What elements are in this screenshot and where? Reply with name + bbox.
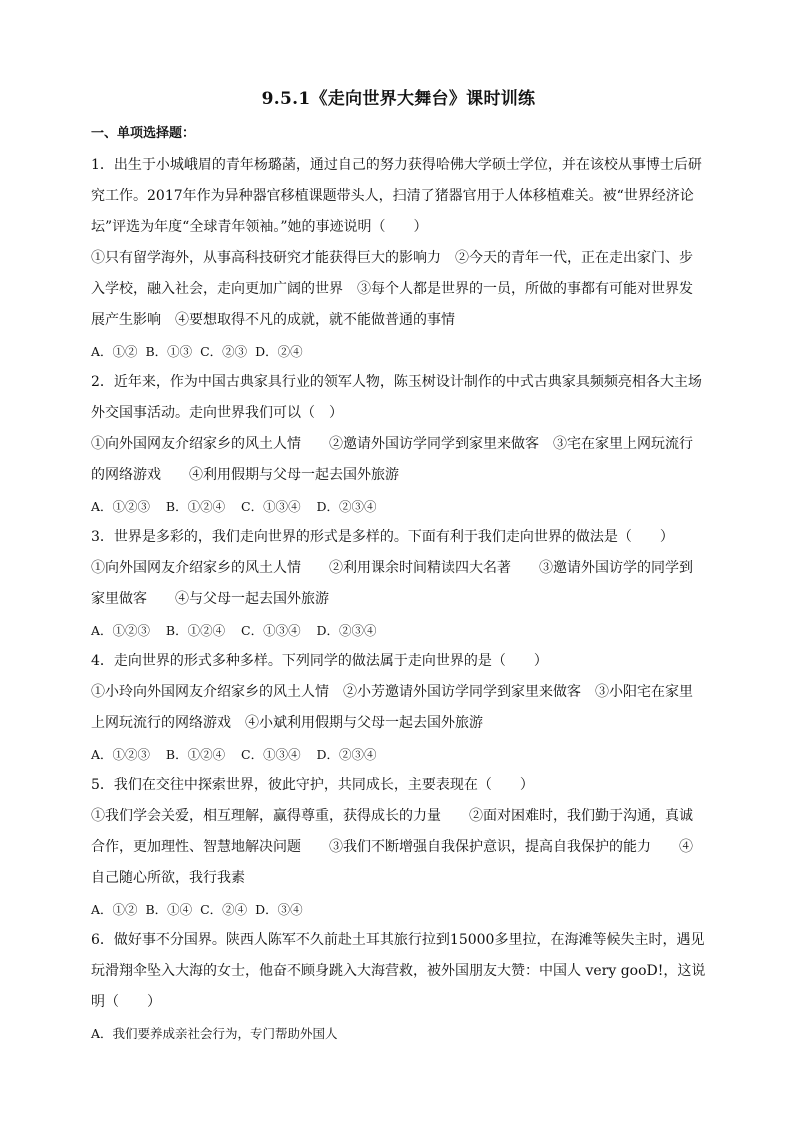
answer-choices: A．①② B．①③ C．②③ D．②④: [91, 344, 303, 359]
question-6: [91, 925, 706, 1049]
answer-choices: A．①②③ B．①②④ C．①③④ D．②③④: [91, 747, 377, 762]
section-heading: 一、单项选择题：: [91, 126, 196, 141]
answer-choices: A．①②③ B．①②④ C．①③④ D．②③④: [91, 499, 377, 514]
question-1: [91, 150, 706, 367]
question-stem: 3．世界是多彩的，我们走向世界的形式是多样的。下面有利于我们走向世界的做法是（ ）: [91, 529, 674, 545]
question-statements: ①小玲向外国网友介绍家乡的风土人情 ②小芳邀请外国访学同学到家里来做客 ③小阳宅在家里上网玩流行的网络游戏 ④小斌利用假期与父母一起去国外旅游: [91, 684, 693, 731]
answer-choice-a: A．我们要养成亲社会行为，专门帮助外国人: [91, 1026, 338, 1041]
question-statements: ①向外国网友介绍家乡的风土人情 ②邀请外国访学同学到家里来做客 ③宅在家里上网玩流行的网络游戏 ④利用假期与父母一起去国外旅游: [91, 436, 693, 483]
question-2: [91, 367, 706, 522]
question-5: [91, 770, 706, 925]
question-stem: 4．走向世界的形式多种多样。下列同学的做法属于走向世界的是（ ）: [91, 653, 548, 669]
question-4: [91, 646, 706, 770]
question-statements: ①向外国网友介绍家乡的风土人情 ②利用课余时间精读四大名著 ③邀请外国访学的同学到家里做客 ④与父母一起去国外旅游: [91, 560, 693, 607]
question-statements: ①只有留学海外，从事高科技研究才能获得巨大的影响力 ②今天的青年一代，正在走出家门、步入学校，融入社会，走向更加广阔的世界 ③每个人都是世界的一员，所做的事都有可能对世界发展产生影响 ④要想取得不凡的成就，就不能做普通的事情: [91, 250, 693, 328]
question-3: [91, 522, 706, 646]
question-stem: 2．近年来，作为中国古典家具行业的领军人物，陈玉树设计制作的中式古典家具频频亮相各大主场外交国事活动。走向世界我们可以（ ）: [91, 374, 702, 421]
question-stem: 1．出生于小城峨眉的青年杨璐菡，通过自己的努力获得哈佛大学硕士学位，并在该校从事博士后研究工作。2017年作为异种器官移植课题带头人，扫清了猪器官用于人体移植难关。被“世界经济论坛”评选为年度“全球青年领袖。”她的事迹说明（ ）: [91, 157, 702, 235]
question-stem: 5．我们在交往中探索世界，彼此守护，共同成长，主要表现在（ ）: [91, 777, 534, 793]
answer-choices: A．①② B．①④ C．②④ D．③④: [91, 902, 303, 917]
question-stem: 6．做好事不分国界。陕西人陈军不久前赴土耳其旅行拉到15000多里拉，在海滩等候失主时，遇见玩滑翔伞坠入大海的女士，他奋不顾身跳入大海营救，被外国朋友大赞：中国人 very gooD!，这说明（ ）: [91, 932, 706, 1010]
question-statements: ①我们学会关爱，相互理解，赢得尊重，获得成长的力量 ②面对困难时，我们勤于沟通，真诚合作，更加理性、智慧地解决问题 ③我们不断增强自我保护意识，提高自我保护的能力 ④自己随心所欲，我行我素: [91, 808, 693, 886]
answer-choices: A．①②③ B．①②④ C．①③④ D．②③④: [91, 623, 377, 638]
document-title: 9.5.1《走向世界大舞台》课时训练: [261, 89, 536, 109]
